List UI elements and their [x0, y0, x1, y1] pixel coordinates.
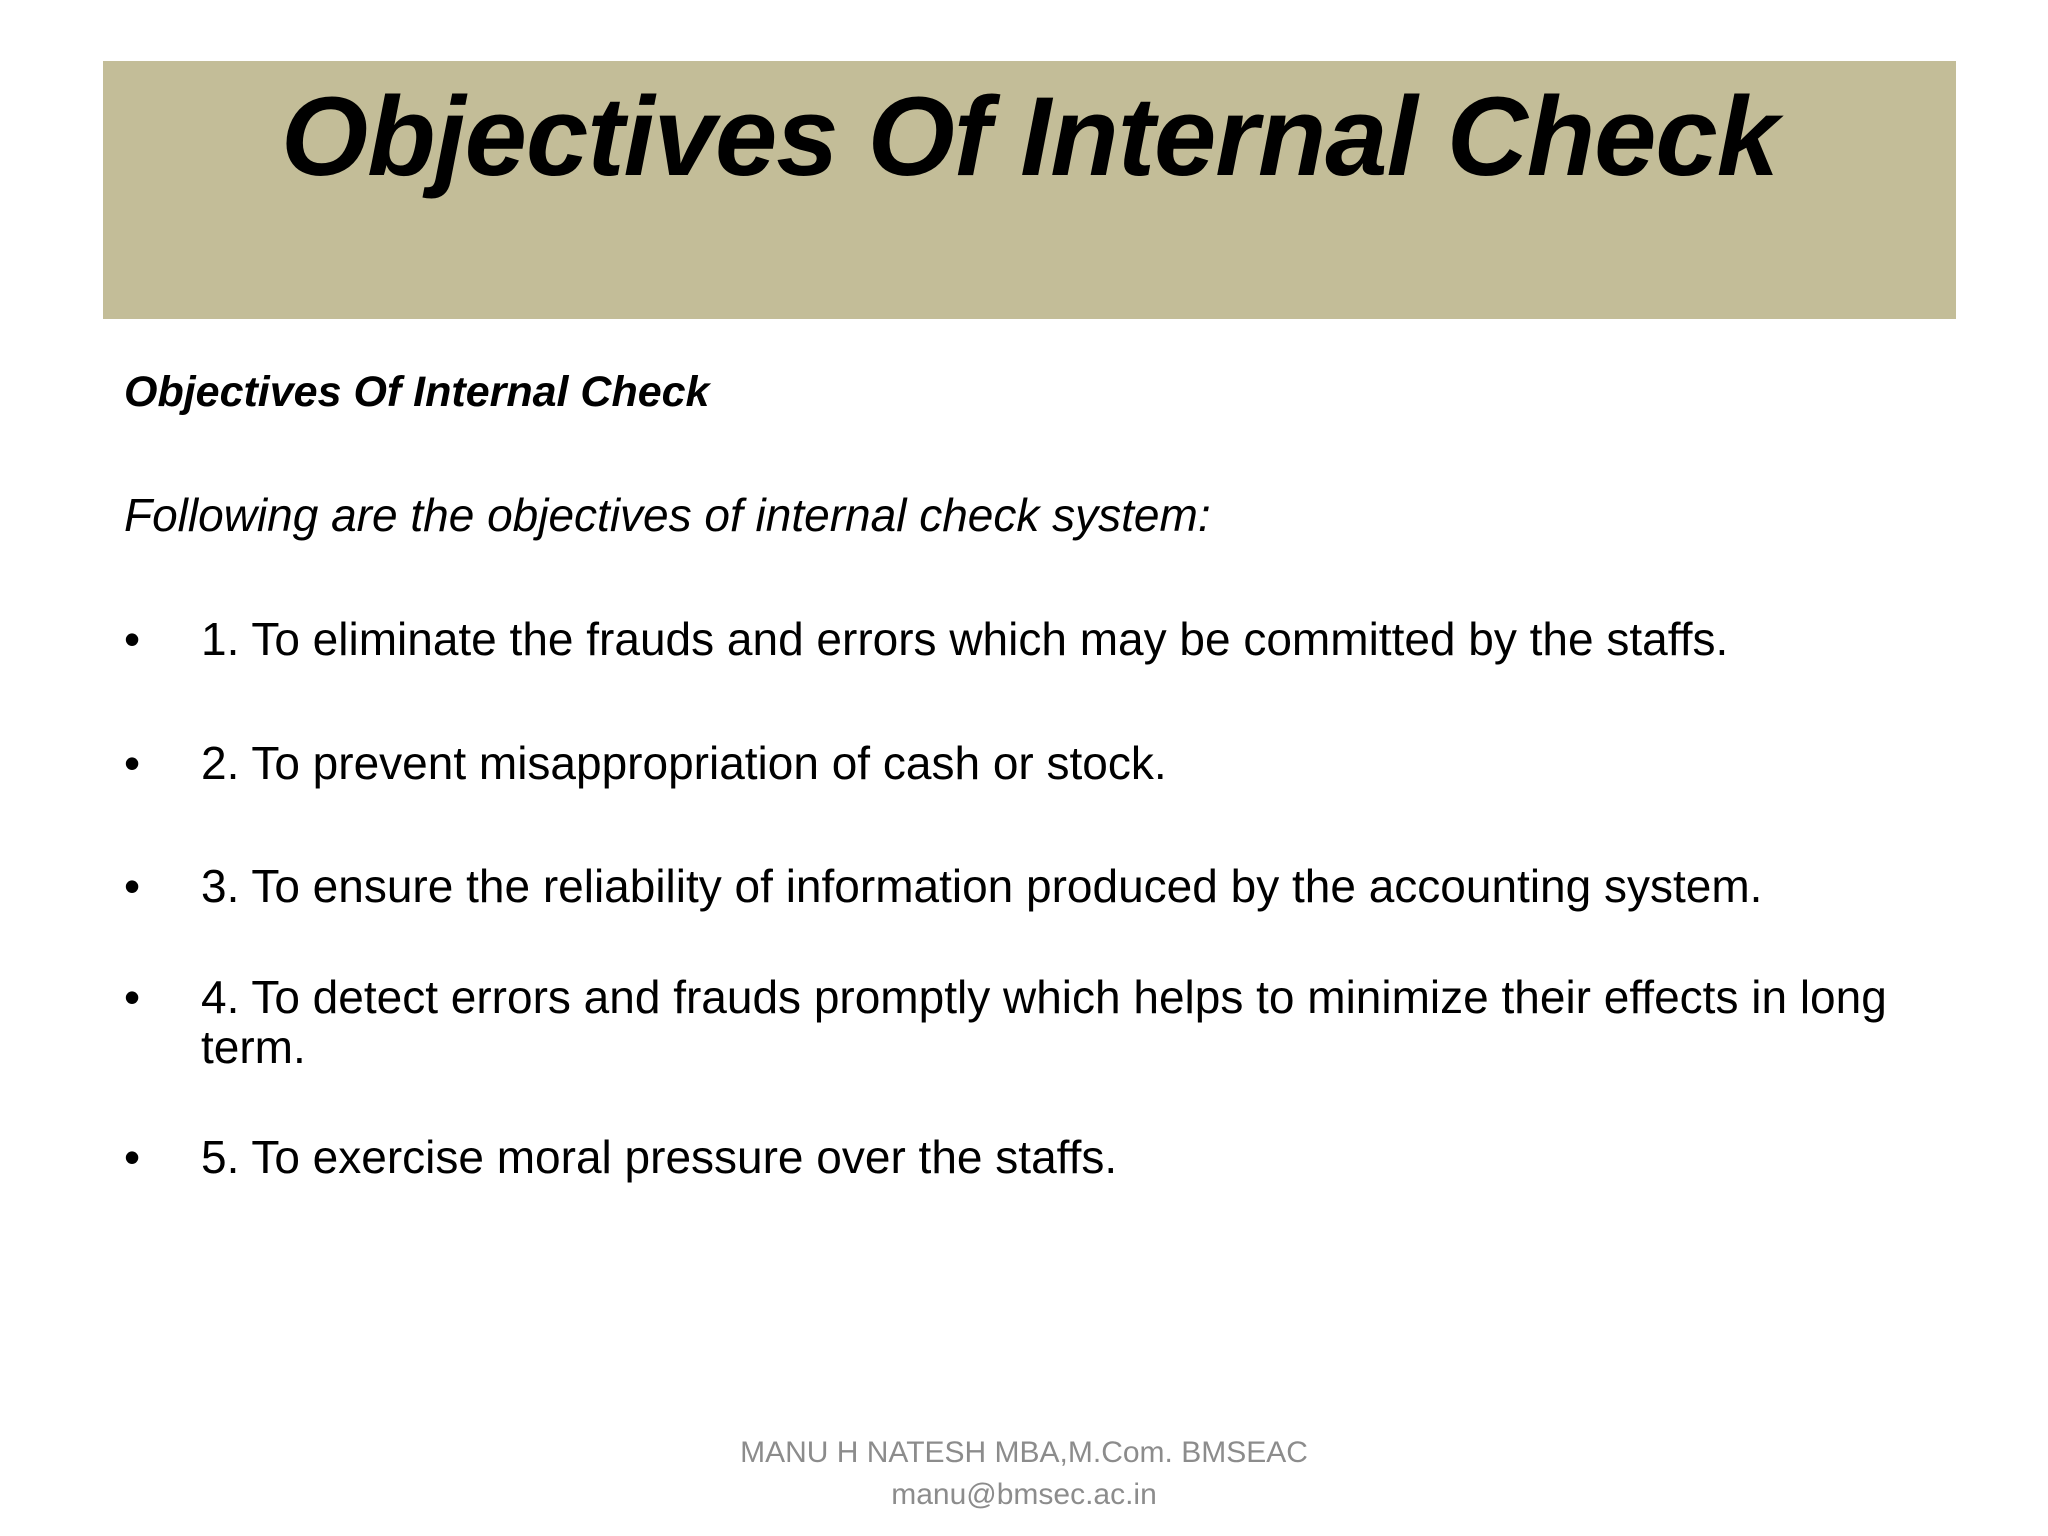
slide-title: Objectives Of Internal Check — [281, 74, 1778, 199]
bullet-icon: • — [124, 971, 141, 1023]
bullet-icon: • — [124, 737, 141, 789]
footer-email: manu@bmsec.ac.in — [891, 1478, 1157, 1511]
list-item-text: 2. To prevent misappropriation of cash or stock. — [201, 737, 1167, 789]
list-item-text: 5. To exercise moral pressure over the staffs. — [201, 1131, 1118, 1183]
footer-author: MANU H NATESH MBA,M.Com. BMSEAC — [740, 1436, 1308, 1469]
section-heading: Objectives Of Internal Check — [124, 368, 710, 416]
intro-text: Following are the objectives of internal check system: — [124, 489, 1211, 541]
list-item-text: 4. To detect errors and frauds promptly which helps to minimize their effects in long term. — [201, 971, 1887, 1073]
footer — [0, 1432, 2048, 1516]
bullet-icon: • — [124, 613, 141, 665]
bullet-icon: • — [124, 1131, 141, 1183]
list-item-text: 1. To eliminate the frauds and errors which may be committed by the staffs. — [201, 613, 1729, 665]
bullet-icon: • — [124, 860, 141, 912]
list-item-text: 3. To ensure the reliability of information produced by the accounting system. — [201, 860, 1763, 912]
title-band — [103, 61, 1956, 319]
